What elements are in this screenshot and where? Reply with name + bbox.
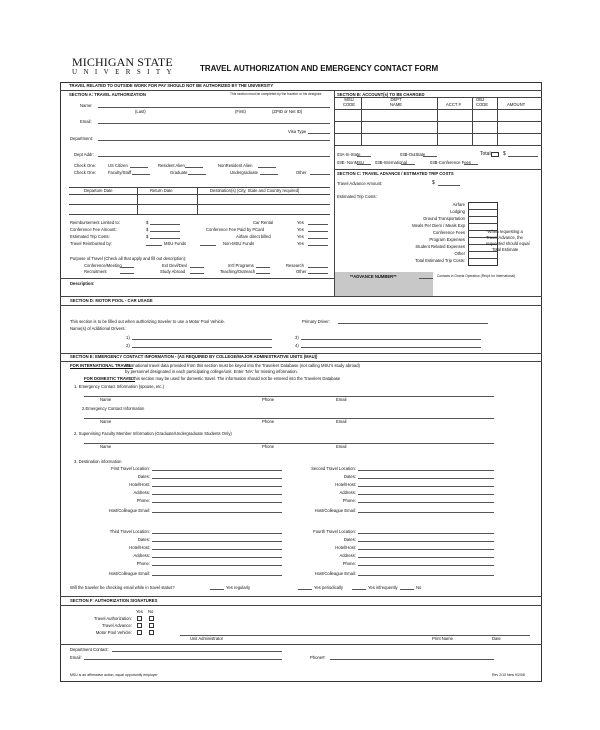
second-address-field[interactable]: [358, 494, 494, 495]
row-student: Student Related Expenses: [415, 244, 465, 249]
graduate-option[interactable]: Graduate: [170, 170, 188, 175]
fourth-hotel-label: Hotel/Host:: [335, 545, 356, 550]
conf-fee-field[interactable]: [150, 231, 180, 232]
estimate-row: [468, 223, 498, 224]
section-e-heading: SECTION E: EMERGENCY CONTACT INFORMATION - (AS REQUIRED BY COLLEGE/MAJOR ADMINISTRATIVE UNITS (MAU)): [70, 354, 318, 359]
advance-note-2: Travel Advance, the: [486, 235, 523, 240]
conf-fee-pcard-yes[interactable]: Yes: [297, 227, 304, 232]
q3-label: 3. Destination information: [74, 459, 122, 464]
logo-line2: UNIVERSITY: [72, 68, 178, 76]
third-phone-field[interactable]: [152, 565, 282, 566]
recruitment-line[interactable]: [120, 273, 134, 274]
advance-note-1: *When requesting a: [486, 229, 523, 234]
motor-pool-yes-checkbox[interactable]: [137, 630, 142, 635]
q2-field[interactable]: [84, 443, 494, 444]
driver-4-label: 4): [295, 343, 299, 348]
row-meals: Meals Per Diem / Meals Exp: [412, 223, 465, 228]
q1-phone: Phone: [262, 397, 275, 402]
international-line[interactable]: [401, 164, 415, 165]
row-lodging: Lodging: [450, 209, 465, 214]
intl-travel-label: FOR INTERNATIONAL TRAVEL:: [70, 363, 133, 368]
non-msu-funds-option[interactable]: Non-MSU Funds: [223, 241, 255, 246]
table-row[interactable]: [334, 145, 542, 146]
conference-line[interactable]: [120, 267, 134, 268]
other-option[interactable]: Other: [296, 170, 307, 175]
third-hotel-label: Hotel/Host:: [129, 545, 150, 550]
primary-driver-field[interactable]: [338, 323, 488, 324]
footer-left: MSU is an affirmative action, equal opportunity employer: [70, 673, 158, 677]
last-label: (Last): [135, 109, 146, 114]
dept-contact-label: Department Contact:: [70, 647, 109, 652]
second-hotel-field[interactable]: [358, 486, 494, 487]
intl-programs-line[interactable]: [256, 267, 270, 268]
airfare-direct-line[interactable]: [308, 238, 328, 239]
email-field[interactable]: [98, 123, 330, 124]
graduate-line[interactable]: [188, 174, 206, 175]
conference-option[interactable]: Conference/Meeting: [84, 263, 122, 268]
airfare-direct-yes[interactable]: Yes: [297, 234, 304, 239]
advance-number-line[interactable]: [419, 278, 433, 279]
row-conf-fees: Conference Fees: [432, 230, 465, 235]
conf-fees-label: 03B-Conference Fees: [430, 160, 471, 165]
fourth-address-label: Address:: [339, 553, 356, 558]
first-host-field[interactable]: [152, 512, 282, 513]
motor-pool-text: This section is to be filled out when authorizing traveler to use a Motor Pool Vehicle.: [70, 319, 226, 324]
motor-pool-no-checkbox[interactable]: [149, 630, 154, 635]
q1b-label: 2.Emergency Contact Information: [82, 406, 145, 411]
divider: [60, 278, 334, 279]
signature-line[interactable]: [180, 635, 530, 636]
third-dates-label: Dates:: [137, 537, 150, 542]
advance-note-3: requested should equal: [486, 241, 530, 246]
yes-periodically-line[interactable]: [298, 589, 312, 590]
section-a-heading: SECTION A: TRAVEL AUTHORIZATION: [69, 92, 146, 97]
q1-name: Name: [100, 397, 112, 402]
driver-2-label: 2): [126, 343, 130, 348]
advance-number-label: **ADVANCE NUMBER**: [350, 274, 397, 279]
fourth-host-label: Host/Colleague Email:: [314, 571, 356, 576]
third-phone-label: Phone:: [136, 561, 150, 566]
travel-adv-no-checkbox[interactable]: [149, 623, 154, 628]
contact-phone-field[interactable]: [330, 659, 494, 660]
intl-travel-text-2: by personnel designated in each participating college/unit. Enter 'N/A' for missing information.: [125, 369, 298, 374]
divider: [60, 644, 542, 645]
additional-drivers-label: Name(s) of Additional Drivers:: [70, 326, 126, 331]
second-phone-label: Phone:: [342, 498, 356, 503]
first-address-field[interactable]: [152, 494, 282, 495]
primary-driver-label: Primary Driver:: [302, 319, 330, 324]
first-location-field[interactable]: [152, 470, 282, 471]
dollar-sign: $: [432, 180, 435, 186]
col-amount: AMOUNT: [507, 102, 526, 107]
second-dates-label: Dates:: [343, 474, 356, 479]
logo-line1: MICHIGAN STATE: [72, 55, 173, 69]
nonresident-alien-line[interactable]: [258, 167, 276, 168]
section-c-heading: SECTION C: TRAVEL ADVANCE / ESTIMATED TRIP COSTS: [337, 171, 454, 176]
est-trip-field[interactable]: [150, 238, 180, 239]
estimate-row: [468, 258, 498, 259]
department-field[interactable]: [98, 140, 330, 141]
dollar-sign: $: [503, 151, 506, 157]
non-msu-yes[interactable]: Yes: [297, 241, 304, 246]
divider: [334, 169, 542, 170]
third-location-field[interactable]: [152, 533, 282, 534]
check-one-label-2: Check One:: [74, 170, 97, 175]
third-address-label: Address:: [133, 553, 150, 558]
first-address-label: Address:: [133, 490, 150, 495]
travel-advance-label: Travel Advance Amount:: [337, 181, 383, 186]
col-no: No: [148, 609, 154, 614]
third-dates-field[interactable]: [152, 541, 282, 542]
row-airfare: Airfare: [452, 202, 465, 207]
dept-addr-label: Dept Addr:: [74, 152, 94, 157]
unit-admin-label: Unit Administrator: [190, 636, 224, 641]
in-state-line[interactable]: [357, 156, 371, 157]
no-line[interactable]: [400, 589, 414, 590]
no-option[interactable]: No: [416, 585, 422, 590]
divider: [60, 90, 542, 91]
yes-regularly-option[interactable]: Yes regularly: [226, 585, 251, 590]
form-page: [60, 48, 542, 708]
table-row[interactable]: [69, 204, 330, 205]
second-phone-field[interactable]: [358, 502, 494, 503]
second-dates-field[interactable]: [358, 478, 494, 479]
first-phone-field[interactable]: [152, 502, 282, 503]
non-msu-label: 03E- NonMSU: [337, 160, 364, 165]
other2-line[interactable]: [308, 273, 328, 274]
q2-email: Email: [336, 444, 347, 449]
fourth-dates-label: Dates:: [343, 537, 356, 542]
driver-4-field[interactable]: [301, 347, 481, 348]
airfare-direct-label: Airfare direct billed: [236, 234, 271, 239]
check-one-label: Check One:: [74, 163, 97, 168]
col-yes: Yes: [136, 609, 143, 614]
table-header-line: [334, 109, 542, 110]
contact-email-label: Email:: [70, 655, 82, 660]
travel-advance-field[interactable]: [438, 185, 460, 186]
third-host-field[interactable]: [152, 575, 282, 576]
domestic-travel-label: FOR DOMESTIC TRAVEL:: [84, 376, 136, 381]
divider: [60, 296, 542, 297]
table-row[interactable]: [334, 121, 542, 122]
travel-auth-label: Travel Authorization:: [93, 616, 132, 621]
table-row[interactable]: [69, 214, 330, 215]
dept-contact-field[interactable]: [112, 651, 282, 652]
travel-reimb-label: Travel Reimbursed by:: [70, 241, 112, 246]
first-phone-label: Phone:: [136, 498, 150, 503]
print-name-label: Print Name: [432, 636, 453, 641]
car-rental-label: Car Rental: [253, 220, 274, 225]
conf-fee-pcard-label: Conference Fee Paid by PCard: [206, 227, 265, 232]
other2-option[interactable]: Other: [296, 269, 307, 274]
third-address-field[interactable]: [152, 557, 282, 558]
driver-3-field[interactable]: [301, 339, 481, 340]
third-host-label: Host/Colleague Email:: [108, 571, 150, 576]
car-rental-line[interactable]: [308, 224, 328, 225]
advance-note-4: Total Estimate: [492, 247, 519, 252]
recruitment-option[interactable]: Recruitment: [84, 269, 107, 274]
col-acct: ACCT #: [446, 102, 461, 107]
total-field[interactable]: [508, 156, 538, 157]
conf-fee-label: Conference Fee Amount:: [70, 227, 117, 232]
intl-programs-option[interactable]: Int'l Programs: [228, 263, 254, 268]
q1-field[interactable]: [84, 396, 494, 397]
nonresident-alien-option[interactable]: NonResident Alien: [218, 163, 253, 168]
out-state-line[interactable]: [423, 156, 437, 157]
section-f-heading: SECTION F: AUTHORIZATION SIGNATURES: [70, 598, 158, 603]
second-host-field[interactable]: [358, 512, 494, 513]
fourth-location-label: Fourth Travel Location:: [313, 529, 356, 534]
non-msu-funds-line[interactable]: [200, 245, 216, 246]
international-label: 03B-International: [375, 160, 407, 165]
email-label: Email:: [80, 119, 92, 124]
yes-infrequently-line[interactable]: [352, 589, 366, 590]
row-program: Program Expenses: [429, 237, 465, 242]
contact-phone-label: Phone#:: [310, 655, 326, 660]
total-box[interactable]: [491, 152, 499, 157]
section-d-heading: SECTION D: MOTOR POOL - CAR USAGE: [70, 298, 153, 303]
fourth-phone-label: Phone:: [342, 561, 356, 566]
section-a-note: This section must be completed by the traveler or his designee: [230, 92, 322, 96]
travel-adv-yes-checkbox[interactable]: [137, 623, 142, 628]
conf-fees-line[interactable]: [464, 164, 478, 165]
undergraduate-line[interactable]: [260, 174, 278, 175]
first-host-label: Host/Colleague Email:: [108, 508, 150, 513]
section-b-heading: SECTION B: ACCOUNT(s) TO BE CHARGED: [337, 92, 425, 97]
col-msu-code: MSU CODE: [343, 97, 356, 107]
research-option[interactable]: Research: [286, 263, 304, 268]
teaching-line[interactable]: [256, 273, 270, 274]
dept-addr-field[interactable]: [98, 156, 330, 157]
second-address-label: Address:: [339, 490, 356, 495]
reimb-limited-label: Reimbursement Limited to:: [70, 220, 121, 225]
first-dates-label: Dates:: [137, 474, 150, 479]
travel-auth-yes-checkbox[interactable]: [137, 616, 142, 621]
non-msu-line[interactable]: [357, 164, 371, 165]
divider: [334, 97, 542, 98]
fourth-hotel-field[interactable]: [358, 549, 494, 550]
msu-funds-option[interactable]: MSU Funds: [164, 241, 187, 246]
row-ground: Ground Transportation: [423, 216, 465, 221]
q1b-email: Email: [336, 419, 347, 424]
q1-label: 1. Emergency Contact Information (spouse, etc.): [74, 384, 165, 389]
row-total: Total Estimated Trip Costs:: [415, 258, 465, 263]
intl-travel-text-1: International travel data provided from this section must be keyed into the Travelers Database (not calling MSU's study abroad): [125, 363, 360, 368]
motor-pool-label: Motor Pool Vehicle:: [95, 630, 132, 635]
q2-label: 2. Supervising Faculty Member Information (Graduate/Undergraduate Students Only): [74, 431, 232, 436]
form-title: TRAVEL AUTHORIZATION AND EMERGENCY CONTACT FORM: [200, 64, 439, 73]
dollar-sign: $: [146, 227, 149, 232]
in-state-label: 03A-In-State: [337, 152, 361, 157]
yes-infrequently-option[interactable]: Yes infrequently: [368, 585, 398, 590]
ext-devl-line[interactable]: [190, 267, 204, 268]
divider: [60, 605, 542, 606]
yes-periodically-option[interactable]: Yes periodically: [314, 585, 343, 590]
name-field[interactable]: [98, 107, 330, 108]
estimate-row: [468, 209, 498, 210]
divider: [60, 361, 542, 362]
research-line[interactable]: [308, 267, 328, 268]
estimate-row: [468, 216, 498, 217]
travel-adv-label: Travel Advance:: [102, 623, 132, 628]
table-header-line: [69, 194, 330, 195]
department-label: Department:: [70, 136, 94, 141]
q2-phone: Phone: [262, 444, 275, 449]
second-location-field[interactable]: [358, 470, 494, 471]
footer-right: Rev 2/10 New 9/2/08: [492, 673, 525, 677]
first-location-label: First Travel Location:: [111, 466, 150, 471]
teaching-option[interactable]: Teaching/Outreach: [220, 269, 256, 274]
first-label: (First): [235, 109, 246, 114]
grants-contact-note: Contacts in Grants Operation (Req'd for International): [437, 274, 516, 278]
third-location-label: Third Travel Location:: [109, 529, 150, 534]
non-msu-line[interactable]: [308, 245, 328, 246]
col-obj-code: OBJ CODE: [476, 97, 489, 107]
q1b-field[interactable]: [84, 418, 494, 419]
second-hotel-label: Hotel/Host:: [335, 482, 356, 487]
row-other: Other: [454, 251, 465, 256]
col-destination: Destination(s) (City, State and Country required): [210, 188, 300, 193]
table-col: [197, 187, 198, 214]
date-label: Date: [492, 636, 501, 641]
conf-fee-pcard-line[interactable]: [308, 231, 328, 232]
second-host-label: Host/Colleague Email:: [314, 508, 356, 513]
driver-1-field[interactable]: [132, 339, 272, 340]
faculty-staff-line[interactable]: [132, 174, 150, 175]
first-dates-field[interactable]: [152, 478, 282, 479]
name-label: Name:: [80, 103, 93, 108]
fourth-location-field[interactable]: [358, 533, 494, 534]
col-return: Return Date: [150, 188, 173, 193]
third-hotel-field[interactable]: [152, 549, 282, 550]
driver-1-label: 1): [126, 335, 130, 340]
out-state-label: 03B-OutState: [400, 152, 426, 157]
driver-3-label: 3): [295, 335, 299, 340]
q1-email: Email: [336, 397, 347, 402]
dollar-sign: $: [146, 234, 149, 239]
other-line[interactable]: [310, 174, 330, 175]
domestic-travel-text: This section may be used for domestic travel. The information should not be entered into the Travelers Database: [132, 376, 341, 381]
fourth-address-field[interactable]: [358, 557, 494, 558]
q1b-name: Name: [100, 419, 112, 424]
undergraduate-option[interactable]: Undergraduate: [230, 170, 258, 175]
description-label: Description:: [70, 281, 95, 286]
study-abroad-option[interactable]: Study Abroad: [160, 269, 186, 274]
us-citizen-line[interactable]: [130, 167, 148, 168]
divider: [60, 305, 542, 306]
first-hotel-label: Hotel/Host:: [129, 482, 150, 487]
fourth-host-field[interactable]: [358, 575, 494, 576]
q2-name: Name: [100, 444, 112, 449]
visa-label: Visa Type: [288, 129, 307, 134]
resident-alien-line[interactable]: [185, 167, 203, 168]
divider: [60, 596, 542, 597]
total-label: Total: [480, 151, 491, 157]
second-location-label: Second Travel Location:: [311, 466, 356, 471]
col-dept-name: DEPT NAME: [390, 97, 403, 107]
contact-email-field[interactable]: [84, 659, 282, 660]
table-col: [137, 187, 138, 214]
est-trip-label: Estimated Trip Costs:: [70, 234, 110, 239]
faculty-staff-option[interactable]: Faculty/Staff: [108, 170, 132, 175]
fourth-phone-field[interactable]: [358, 565, 494, 566]
ext-devl-option[interactable]: Ext Devl/Devl: [162, 263, 188, 268]
reimb-limited-field[interactable]: [150, 224, 180, 225]
col-departure: Departure Date: [84, 188, 113, 193]
yes-regularly-line[interactable]: [210, 589, 224, 590]
us-citizen-option[interactable]: US Citizen: [108, 163, 128, 168]
travel-auth-no-checkbox[interactable]: [149, 616, 154, 621]
resident-alien-option[interactable]: Resident Alien: [158, 163, 185, 168]
fourth-dates-field[interactable]: [358, 541, 494, 542]
table-row[interactable]: [334, 133, 542, 134]
q1b-phone: Phone: [262, 419, 275, 424]
checking-email-question: Will the traveler be checking email while in travel status?: [70, 585, 175, 590]
first-hotel-field[interactable]: [152, 486, 282, 487]
est-trip-costs-label: Estimated Trip Costs:: [337, 194, 377, 199]
dollar-sign: $: [146, 220, 149, 225]
notice-text: TRAVEL RELATED TO OUTSIDE WORK FOR PAY SHOULD NOT BE AUTHORIZED BY THE UNIVERSITY: [69, 83, 274, 88]
visa-field[interactable]: [308, 133, 330, 134]
msu-funds-line[interactable]: [146, 245, 162, 246]
purpose-label: Purpose of Travel (Check all that apply and fill out description):: [70, 256, 187, 261]
zpid-label: (ZPID or Net ID): [272, 109, 303, 114]
driver-2-field[interactable]: [132, 347, 272, 348]
car-rental-yes[interactable]: Yes: [297, 220, 304, 225]
study-abroad-line[interactable]: [190, 273, 204, 274]
